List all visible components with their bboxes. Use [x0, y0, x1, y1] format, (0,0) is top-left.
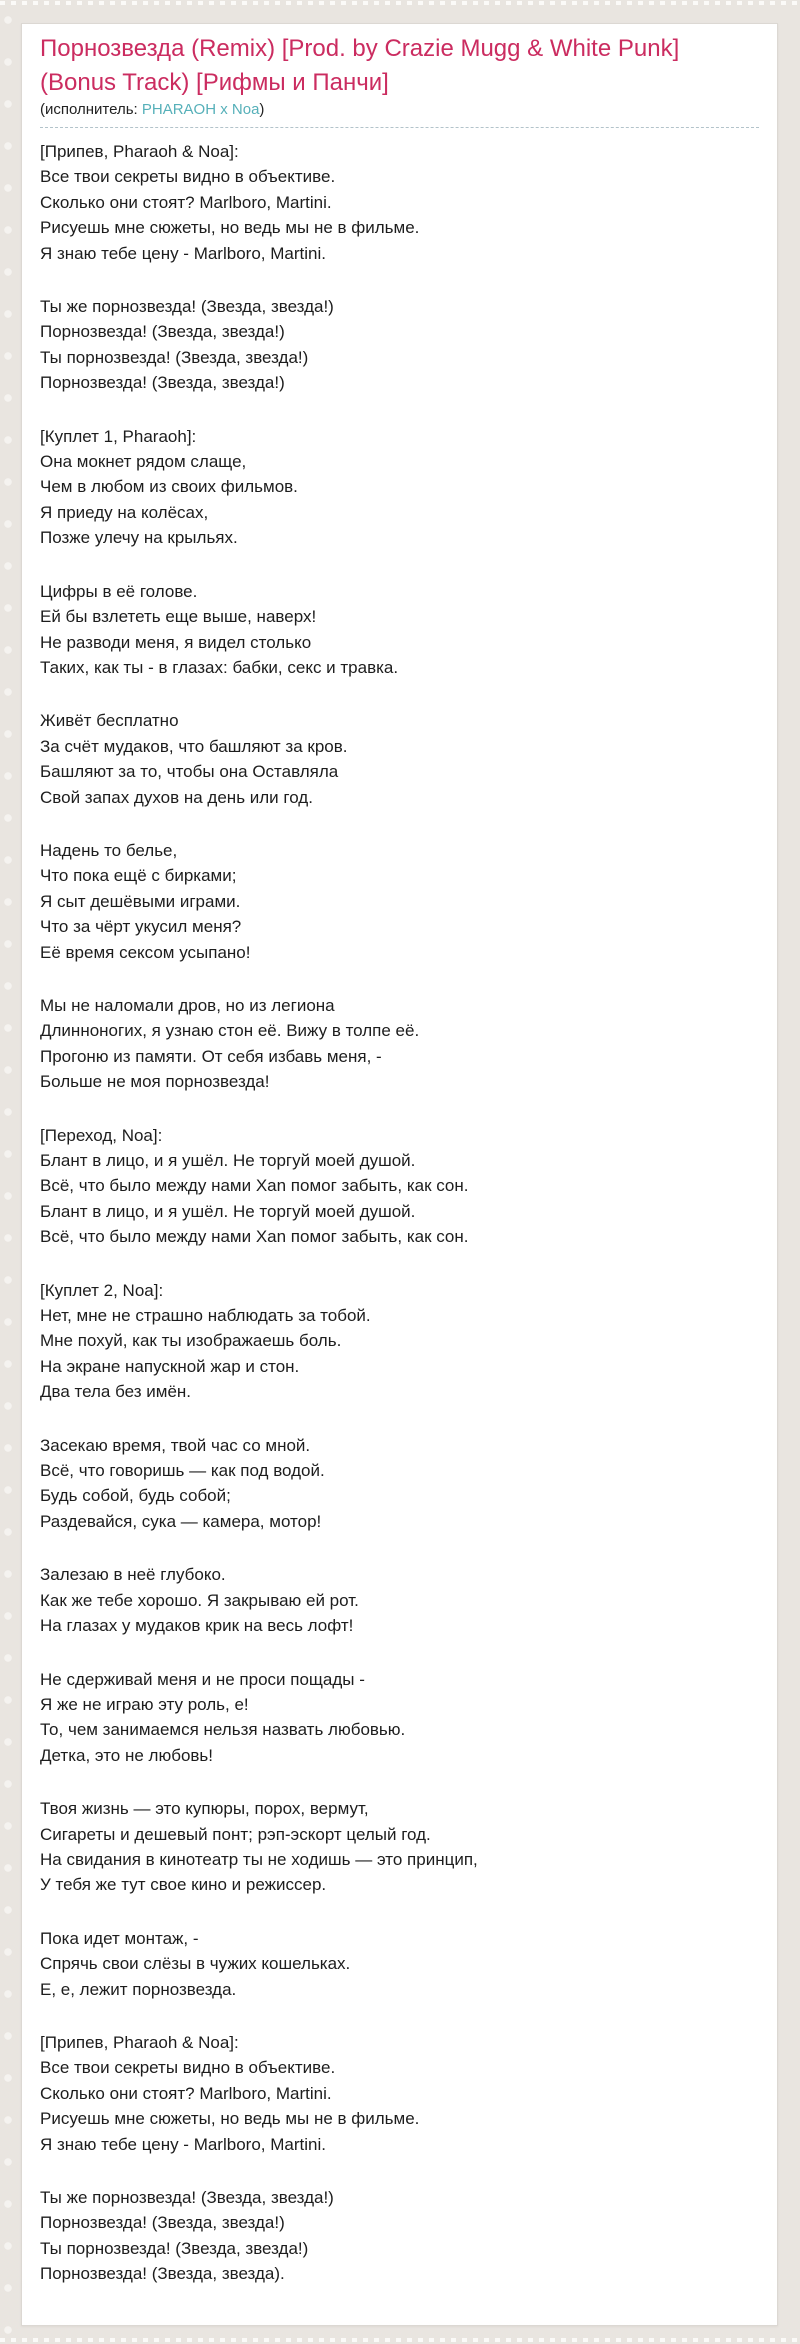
- lyric-line: Прогоню из памяти. От себя избавь меня, -: [40, 1046, 382, 1066]
- perforation-bottom-edge: [0, 2338, 800, 2342]
- stanza: [40, 424, 759, 551]
- stanza: [40, 2030, 759, 2157]
- lyric-line: Порнозвезда! (Звезда, звезда!): [40, 322, 285, 342]
- lyric-line: Два тела без имён.: [40, 1382, 192, 1402]
- lyric-line: Е, е, лежит порнозвезда.: [40, 1979, 237, 1999]
- lyric-line: За счёт мудаков, что башляют за кров.: [40, 736, 348, 756]
- lyric-line: Пока идет монтаж, -: [40, 1928, 199, 1948]
- lyric-line: Что пока ещё с бирками;: [40, 866, 237, 886]
- perforation-left-edge: [2, 0, 14, 2344]
- lyric-line: Башляют за то, чтобы она Оставляла: [40, 762, 339, 782]
- lyric-line: Как же тебе хорошо. Я закрываю ей рот.: [40, 1590, 359, 1610]
- lyric-line: На экране напускной жар и стон.: [40, 1356, 300, 1376]
- lyric-line: Сигареты и дешевый понт; рэп-эскорт целый год.: [40, 1824, 431, 1844]
- lyric-line: Ты же порнозвезда! (Звезда, звезда!): [40, 297, 334, 317]
- stanza: [40, 993, 759, 1095]
- lyrics-card: [21, 23, 778, 2326]
- lyric-line: Будь собой, будь собой;: [40, 1486, 231, 1506]
- lyric-line: [Переход, Noa]:: [40, 1125, 163, 1145]
- lyric-line: Порнозвезда! (Звезда, звезда).: [40, 2264, 285, 2284]
- lyric-line: Чем в любом из своих фильмов.: [40, 477, 298, 497]
- lyric-line: Ей бы взлететь еще выше, наверх!: [40, 607, 317, 627]
- lyric-line: Что за чёрт укусил меня?: [40, 917, 242, 937]
- lyric-line: Блант в лицо, и я ушёл. Не торгуй моей душой.: [40, 1201, 416, 1221]
- lyric-line: Нет, мне не страшно наблюдать за тобой.: [40, 1306, 371, 1326]
- lyric-line: Ты же порнозвезда! (Звезда, звезда!): [40, 2188, 334, 2207]
- lyric-line: Сколько они стоят? Marlboro, Martini.: [40, 192, 332, 212]
- lyric-line: Длинноногих, я узнаю стон её. Вижу в толпе её.: [40, 1021, 420, 1041]
- lyric-line: Все твои секреты видно в объективе.: [40, 167, 336, 187]
- lyric-line: Ты порнозвезда! (Звезда, звезда!): [40, 2238, 309, 2258]
- stanza: [40, 1667, 759, 1769]
- lyric-line: Я же не играю эту роль, е!: [40, 1694, 249, 1714]
- stanza: [40, 1278, 759, 1405]
- stanza: [40, 1123, 759, 1250]
- lyric-line: Она мокнет рядом слаще,: [40, 452, 247, 472]
- lyric-line: Ты порнозвезда! (Звезда, звезда!): [40, 347, 309, 367]
- song-title: [40, 32, 759, 100]
- artist-suffix: ): [259, 101, 265, 118]
- lyric-line: Сколько они стоят? Marlboro, Martini.: [40, 2083, 332, 2103]
- lyrics: [40, 139, 759, 2287]
- artist-link[interactable]: PHARAOH x Noa: [141, 101, 260, 118]
- lyric-line: Твоя жизнь — это купюры, порох, вермут,: [40, 1799, 369, 1819]
- perforation-top-edge: [0, 1, 800, 5]
- lyric-line: Всё, что было между нами Xan помог забыть, как сон.: [40, 1227, 469, 1247]
- artist-line: [40, 101, 759, 128]
- lyric-line: Всё, что говоришь — как под водой.: [40, 1461, 325, 1481]
- lyric-line: На свидания в кинотеатр ты не ходишь — это принцип,: [40, 1849, 478, 1869]
- lyric-line: Её время сексом усыпано!: [40, 942, 251, 962]
- lyric-line: Я знаю тебе цену - Marlboro, Martini.: [40, 243, 326, 263]
- lyric-line: Детка, это не любовь!: [40, 1745, 214, 1765]
- lyric-line: [Куплет 1, Pharaoh]:: [40, 426, 197, 446]
- lyric-line: Я знаю тебе цену - Marlboro, Martini.: [40, 2134, 326, 2154]
- lyric-line: Порнозвезда! (Звезда, звезда!): [40, 2213, 285, 2233]
- stanza: [40, 1562, 759, 1638]
- lyric-line: Я сыт дешёвыми играми.: [40, 891, 241, 911]
- lyric-line: [Припев, Pharaoh & Noa]:: [40, 142, 239, 161]
- lyric-line: Живёт бесплатно: [40, 711, 179, 731]
- song-title-line2: (Bonus Track) [Рифмы и Панчи]: [40, 69, 389, 96]
- lyric-line: Порнозвезда! (Звезда, звезда!): [40, 373, 285, 393]
- lyric-line: Позже улечу на крыльях.: [40, 528, 238, 548]
- lyric-line: То, чем занимаемся нельзя назвать любовью.: [40, 1720, 406, 1740]
- lyric-line: Спрячь свои слёзы в чужих кошельках.: [40, 1954, 351, 1974]
- stanza: [40, 838, 759, 965]
- lyric-line: Цифры в её голове.: [40, 581, 198, 601]
- lyric-line: Всё, что было между нами Xan помог забыть, как сон.: [40, 1176, 469, 1196]
- lyric-line: Мне похуй, как ты изображаешь боль.: [40, 1331, 342, 1351]
- artist-prefix: (исполнитель:: [40, 101, 142, 118]
- lyric-line: Рисуешь мне сюжеты, но ведь мы не в фильме.: [40, 2109, 420, 2129]
- lyric-line: Больше не моя порнозвезда!: [40, 1072, 270, 1092]
- lyric-line: Рисуешь мне сюжеты, но ведь мы не в фильме.: [40, 218, 420, 238]
- lyric-line: Надень то белье,: [40, 840, 178, 860]
- lyric-line: Засекаю время, твой час со мной.: [40, 1435, 311, 1455]
- stanza: [40, 2185, 759, 2287]
- lyric-line: Я приеду на колёсах,: [40, 502, 209, 522]
- stanza: [40, 139, 759, 266]
- lyric-line: [Припев, Pharaoh & Noa]:: [40, 2032, 239, 2052]
- stanza: [40, 294, 759, 396]
- lyric-line: Блант в лицо, и я ушёл. Не торгуй моей душой.: [40, 1151, 416, 1170]
- lyric-line: Таких, как ты - в глазах: бабки, секс и травка.: [40, 657, 399, 677]
- stanza: [40, 708, 759, 810]
- stanza: [40, 1433, 759, 1535]
- lyric-line: [Куплет 2, Noa]:: [40, 1280, 164, 1300]
- stanza: [40, 1926, 759, 2002]
- lyric-line: Свой запах духов на день или год.: [40, 787, 313, 807]
- lyric-line: У тебя же тут свое кино и режиссер.: [40, 1875, 327, 1895]
- lyric-line: Раздевайся, сука — камера, мотор!: [40, 1511, 322, 1531]
- stanza: [40, 1796, 759, 1898]
- lyric-line: Все твои секреты видно в объективе.: [40, 2058, 336, 2078]
- song-title-line1: Порнозвезда (Remix) [Prod. by Crazie Mugg & White Punk]: [40, 35, 680, 62]
- lyric-line: Залезаю в неё глубоко.: [40, 1565, 226, 1585]
- lyric-line: На глазах у мудаков крик на весь лофт!: [40, 1616, 354, 1636]
- lyric-line: Не сдерживай меня и не проси пощады -: [40, 1669, 365, 1689]
- stanza: [40, 579, 759, 681]
- lyric-line: Не разводи меня, я видел столько: [40, 632, 312, 652]
- lyric-line: Мы не наломали дров, но из легиона: [40, 995, 335, 1015]
